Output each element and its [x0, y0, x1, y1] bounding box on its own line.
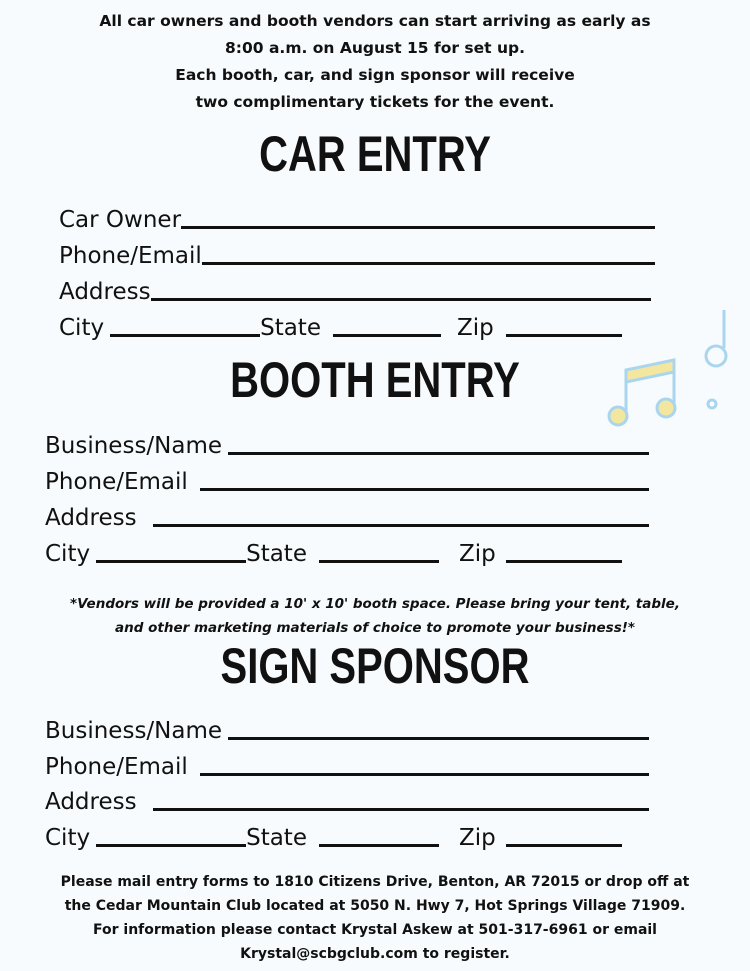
car-address-field[interactable] [151, 278, 651, 301]
vendor-note-line-1: *Vendors will be provided a 10' x 10' booth space. Please bring your tent, table, [70, 596, 680, 612]
sign-phone-row [45, 747, 649, 781]
intro-line-2: 8:00 a.m. on August 15 for set up. [225, 39, 525, 57]
booth-city-row [45, 534, 643, 568]
car-address-label: Address [59, 279, 151, 305]
car-city-label: City [59, 315, 105, 341]
car-state-field[interactable] [333, 314, 441, 337]
booth-state-label: State [246, 541, 307, 567]
car-address-row [59, 272, 651, 306]
sign-address-field[interactable] [153, 788, 649, 811]
booth-name-row [45, 426, 649, 460]
sign-city-label: City [45, 825, 91, 851]
booth-name-label: Business/Name [45, 433, 223, 459]
sign-name-field[interactable] [228, 717, 649, 740]
car-state-label: State [260, 315, 321, 341]
vendor-note [0, 592, 750, 640]
sign-state-field[interactable] [319, 824, 439, 847]
booth-name-field[interactable] [228, 432, 649, 455]
intro-line-4: two complimentary tickets for the event. [195, 93, 555, 111]
footer-line-2: the Cedar Mountain Club located at 5050 N. Hwy 7, Hot Springs Village 71909. [64, 898, 686, 914]
booth-zip-label: Zip [458, 541, 496, 567]
sign-city-row [45, 818, 643, 852]
sign-name-row [45, 711, 649, 745]
booth-entry-heading: BOOTH ENTRY [230, 352, 520, 408]
booth-phone-label: Phone/Email [45, 469, 188, 495]
sign-name-label: Business/Name [45, 718, 223, 744]
booth-zip-field[interactable] [506, 540, 622, 563]
footer-line-3: For information please contact Krystal Askew at 501-317-6961 or email [93, 922, 657, 938]
footer-line-4: Krystal@scbgclub.com to register. [240, 946, 510, 962]
booth-phone-row [45, 462, 649, 496]
car-phone-label: Phone/Email [59, 243, 202, 269]
car-city-field[interactable] [110, 314, 260, 337]
car-phone-row [59, 236, 655, 270]
sign-city-field[interactable] [96, 824, 246, 847]
booth-city-label: City [45, 541, 91, 567]
booth-address-field[interactable] [153, 504, 649, 527]
car-city-row [59, 308, 655, 342]
sign-address-label: Address [45, 789, 137, 815]
booth-address-label: Address [45, 505, 137, 531]
sign-sponsor-heading: SIGN SPONSOR [220, 638, 530, 694]
booth-city-field[interactable] [96, 540, 246, 563]
sign-address-row [45, 782, 649, 816]
intro-line-3: Each booth, car, and sign sponsor will receive [175, 66, 575, 84]
car-owner-row [59, 200, 655, 234]
booth-state-field[interactable] [319, 540, 439, 563]
footer-line-1: Please mail entry forms to 1810 Citizens Drive, Benton, AR 72015 or drop off at [60, 874, 690, 890]
footer-text [0, 870, 750, 966]
car-zip-label: Zip [456, 315, 494, 341]
sign-zip-field[interactable] [506, 824, 622, 847]
sign-phone-label: Phone/Email [45, 754, 188, 780]
sign-phone-field[interactable] [200, 753, 649, 776]
car-phone-field[interactable] [202, 242, 655, 265]
sign-zip-label: Zip [458, 825, 496, 851]
booth-address-row [45, 498, 649, 532]
car-entry-heading: CAR ENTRY [259, 126, 491, 182]
car-owner-label: Car Owner [59, 207, 182, 233]
sign-state-label: State [246, 825, 307, 851]
intro-text [0, 8, 750, 116]
vendor-note-line-2: and other marketing materials of choice to promote your business!* [115, 620, 635, 636]
booth-phone-field[interactable] [200, 468, 649, 491]
intro-line-1: All car owners and booth vendors can start arriving as early as [99, 12, 651, 30]
car-owner-field[interactable] [181, 206, 655, 229]
